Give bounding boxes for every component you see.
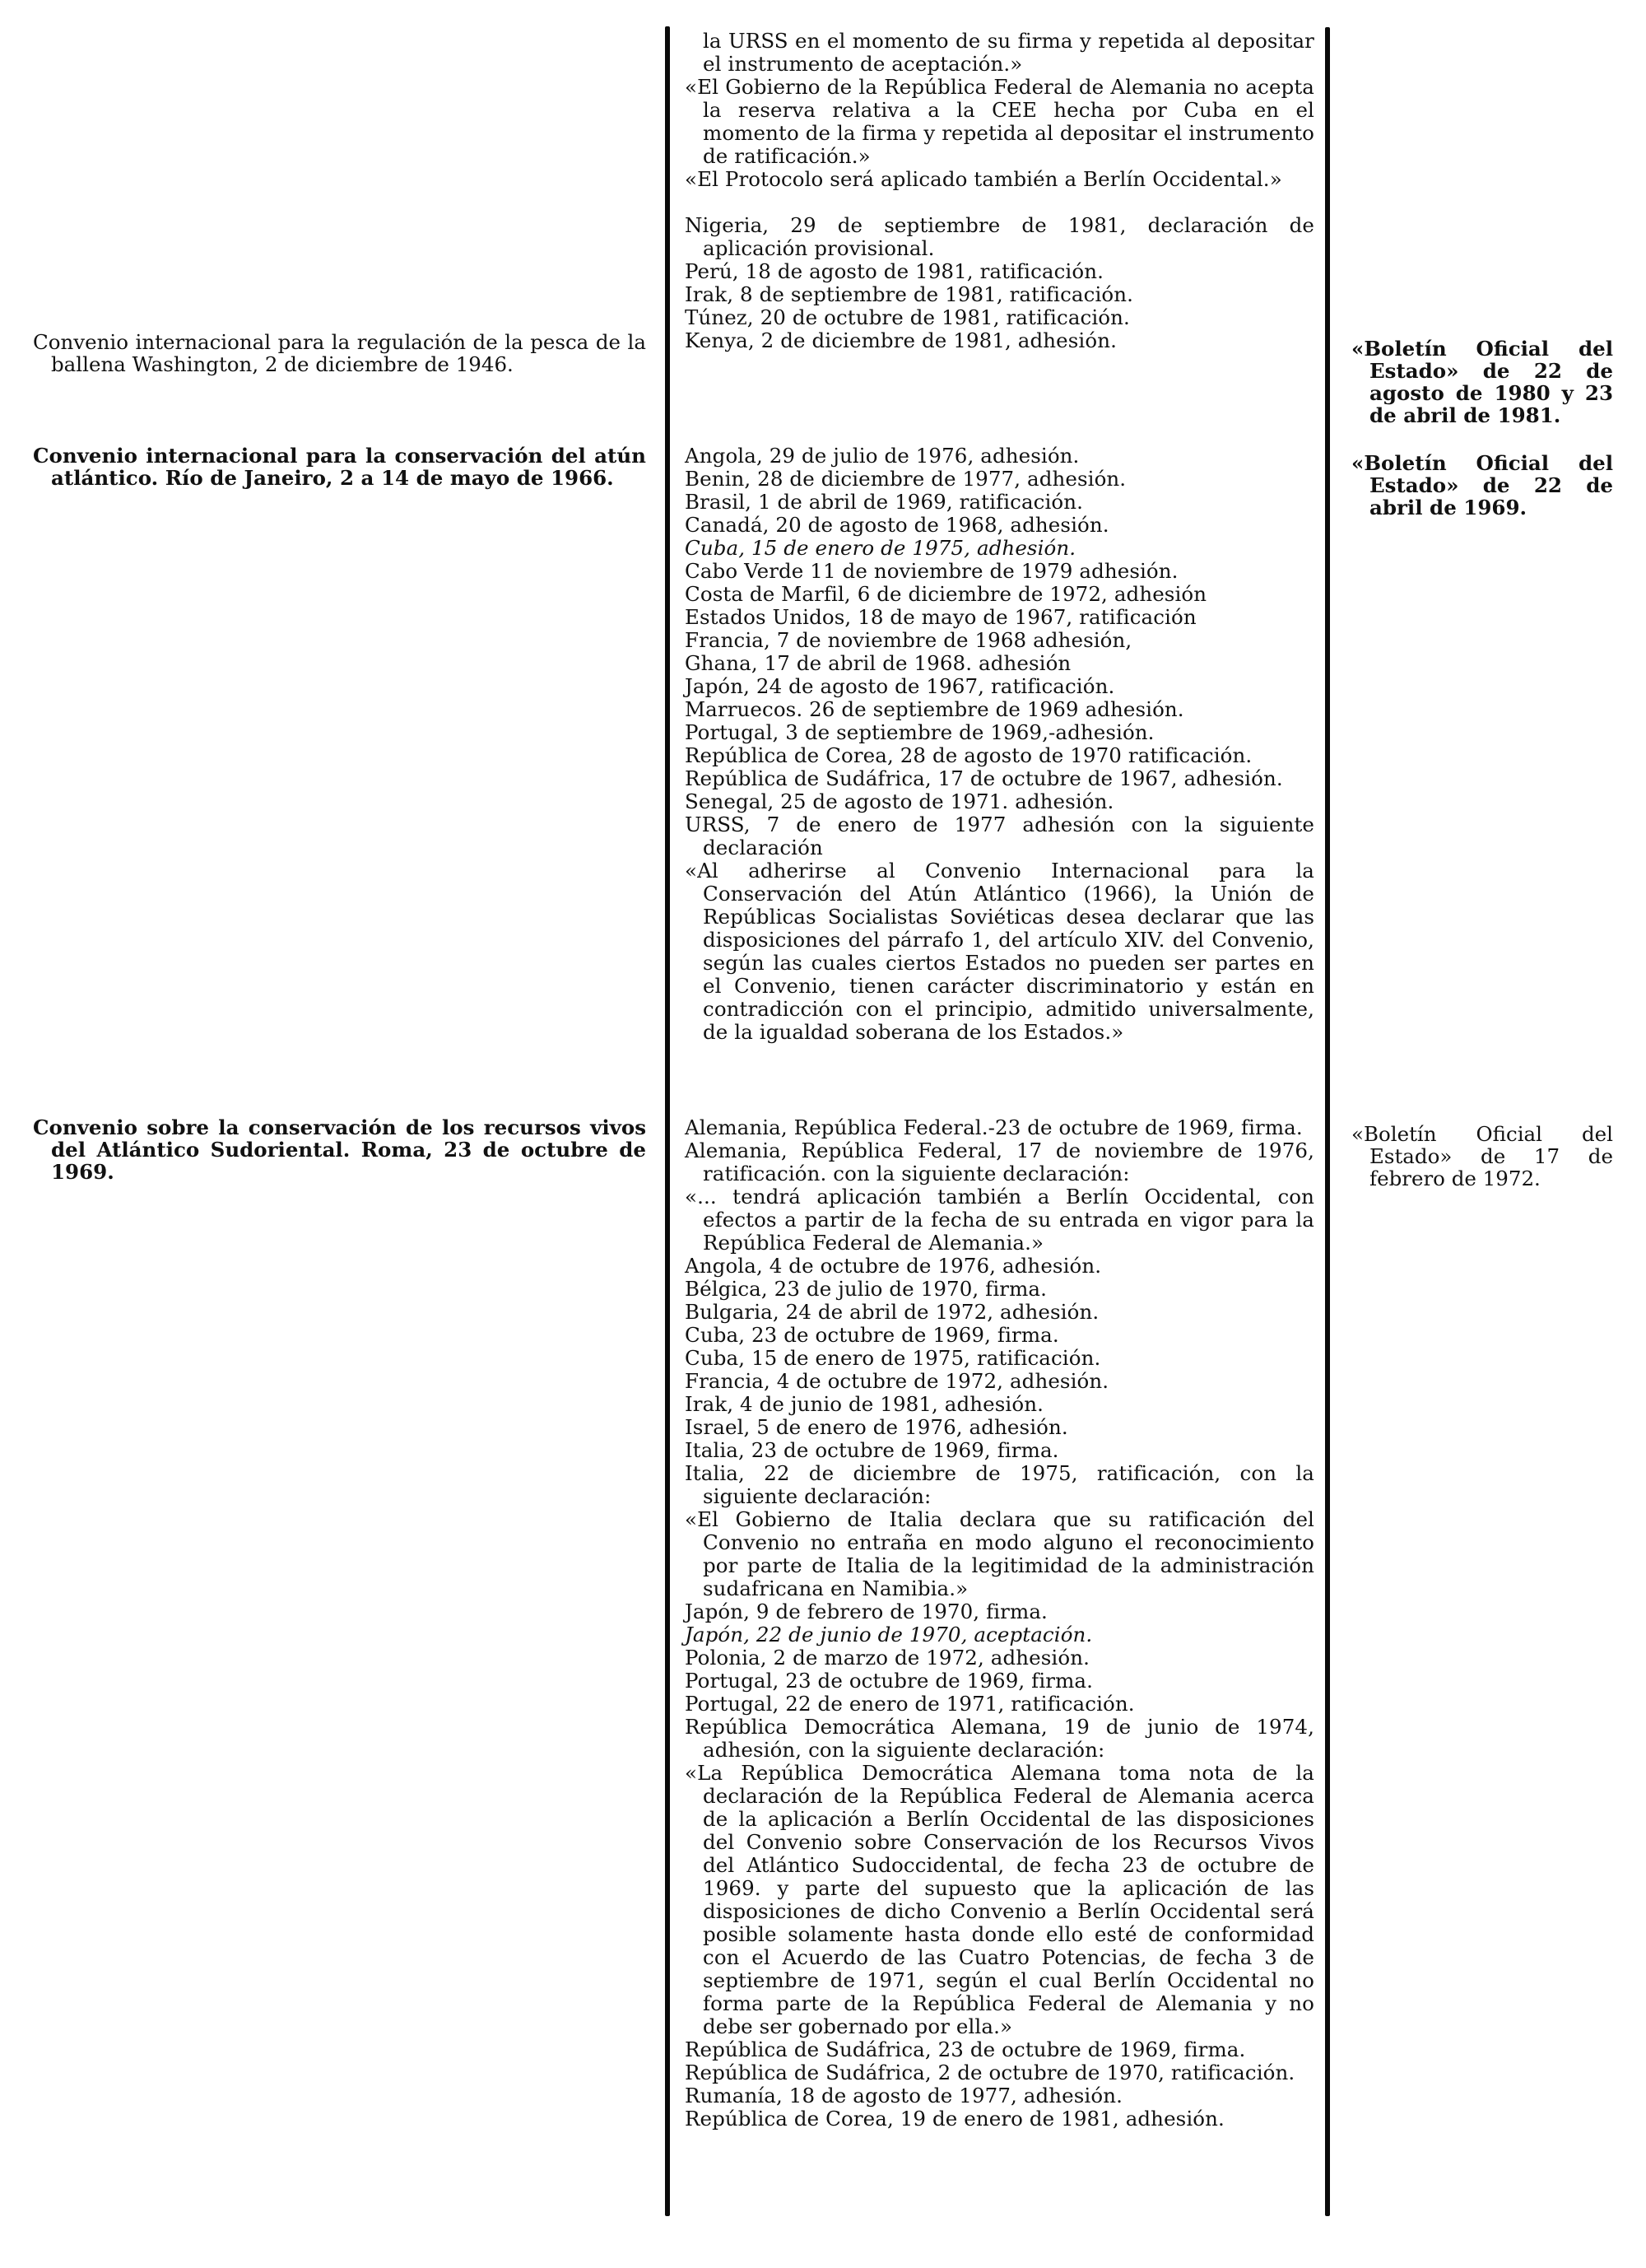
party-entry: Bélgica, 23 de julio de 1970, firma.: [685, 1277, 1048, 1301]
party-entry: Portugal, 23 de octubre de 1969, firma.: [685, 1669, 1094, 1693]
party-entry: Cuba, 15 de enero de 1975, ratificación.: [685, 1346, 1101, 1370]
convention-title-text: Convenio internacional para la conservación del atún atlántico. Río de Janeiro, 2 a 14 de mayo de 1966.: [33, 444, 646, 490]
declaration-quote: «El Protocolo será aplicado también a Berlín Occidental.»: [685, 167, 1282, 191]
declaration-quote: «La República Democrática Alemana toma nota de la declaración de la República Federal de Alemania acerca de la aplicación a Berlín Occidental de las disposiciones del Convenio sobre Conservación de los Recursos Vivos del Atlántico Sudoccidental, de fecha 23 de octubre de 1969. y parte del supuesto que la aplicación de las disposiciones de dicho Convenio a Berlín Occidental será posible solamente hasta donde ello esté de conformidad con el Acuerdo de las Cuatro Potencias, de fecha 3 de septiembre de 1971, según el cual Berlín Occidental no forma parte de la República Federal de Alemania y no debe ser gobernado por ella.»: [685, 1761, 1314, 2038]
party-entry: República Democrática Alemana, 19 de junio de 1974, adhesión, con la siguiente declaración:: [685, 1715, 1314, 1762]
party-entry: Japón, 24 de agosto de 1967, ratificación.: [685, 674, 1115, 698]
party-entry: Benin, 28 de diciembre de 1977, adhesión.: [685, 467, 1127, 491]
bulletin-text: «Boletín Oficial del Estado» de 22 de abril de 1969.: [1351, 451, 1613, 519]
column-rule-right: [1325, 27, 1330, 2216]
party-entry: Francia, 4 de octubre de 1972, adhesión.: [685, 1369, 1109, 1393]
party-entry: Angola, 4 de octubre de 1976, adhesión.: [685, 1254, 1102, 1278]
bulletin-reference: [1351, 1123, 1613, 1190]
continuation-text: la URSS en el momento de su firma y repetida al depositar el instrumento de aceptación.»: [703, 29, 1314, 76]
party-entry: Irak, 8 de septiembre de 1981, ratificación.: [685, 282, 1134, 306]
party-entry: Israel, 5 de enero de 1976, adhesión.: [685, 1415, 1068, 1439]
party-entry: Bulgaria, 24 de abril de 1972, adhesión.: [685, 1300, 1100, 1324]
party-entry: Kenya, 2 de diciembre de 1981, adhesión.: [685, 328, 1117, 352]
convention-title: [33, 445, 646, 489]
party-entry: República de Sudáfrica, 2 de octubre de 1970, ratificación.: [685, 2061, 1295, 2084]
section-sudoriental-parties: [685, 1116, 1314, 2131]
party-entry: Perú, 18 de agosto de 1981, ratificación.: [685, 259, 1104, 283]
party-entry: Nigeria, 29 de septiembre de 1981, declaración de aplicación provisional.: [685, 213, 1314, 260]
party-entry: Japón, 9 de febrero de 1970, firma.: [685, 1600, 1048, 1623]
bulletin-text: «Boletín Oficial del Estado» de 17 de febrero de 1972.: [1351, 1122, 1613, 1190]
party-entry: Brasil, 1 de abril de 1969, ratificación.: [685, 490, 1084, 514]
party-entry: Italia, 23 de octubre de 1969, firma.: [685, 1438, 1059, 1462]
party-entry: República de Corea, 28 de agosto de 1970 ratificación.: [685, 743, 1253, 767]
section-continuation: [685, 30, 1314, 352]
party-entry: Cuba, 23 de octubre de 1969, firma.: [685, 1323, 1059, 1347]
party-entry: Marruecos. 26 de septiembre de 1969 adhesión.: [685, 697, 1184, 721]
party-entry: Alemania, República Federal, 17 de noviembre de 1976, ratificación. con la siguiente declaración:: [685, 1139, 1314, 1185]
party-entry: Túnez, 20 de octubre de 1981, ratificación.: [685, 305, 1130, 329]
bulletin-text: «Boletín Oficial del Estado» de 22 de agosto de 1980 y 23 de abril de 1981.: [1351, 337, 1613, 427]
party-entry: República de Corea, 19 de enero de 1981, adhesión.: [685, 2107, 1225, 2131]
party-entry: Angola, 29 de julio de 1976, adhesión.: [685, 444, 1080, 468]
party-entry: Irak, 4 de junio de 1981, adhesión.: [685, 1392, 1044, 1416]
party-entry: Japón, 22 de junio de 1970, aceptación.: [685, 1623, 1093, 1646]
bulletin-reference: [1351, 338, 1613, 426]
convention-title: [33, 331, 646, 375]
party-entry: Cuba, 15 de enero de 1975, adhesión.: [685, 536, 1076, 560]
party-entry: República de Sudáfrica, 17 de octubre de 1967, adhesión.: [685, 766, 1283, 790]
column-rule-left: [665, 26, 670, 2216]
section-atun-parties: [685, 445, 1314, 1044]
convention-title: [33, 1116, 646, 1183]
party-entry: República de Sudáfrica, 23 de octubre de 1969, firma.: [685, 2037, 1246, 2061]
declaration-quote: «El Gobierno de la República Federal de Alemania no acepta la reserva relativa a la CEE hecha por Cuba en el momento de la firma y repetida al depositar el instrumento de ratificación.»: [685, 75, 1314, 168]
party-entry: Senegal, 25 de agosto de 1971. adhesión.: [685, 789, 1114, 813]
bulletin-reference: [1351, 452, 1613, 519]
spacer: [685, 191, 1314, 214]
party-entry: Estados Unidos, 18 de mayo de 1967, ratificación: [685, 605, 1197, 629]
convention-title-text: Convenio internacional para la regulación de la pesca de la ballena Washington, 2 de diciembre de 1946.: [33, 330, 646, 376]
party-entry: Rumanía, 18 de agosto de 1977, adhesión.: [685, 2084, 1123, 2107]
party-entry: Alemania, República Federal.-23 de octubre de 1969, firma.: [685, 1115, 1303, 1139]
party-entry: Portugal, 3 de septiembre de 1969,-adhesión.: [685, 720, 1155, 744]
party-entry: Cabo Verde 11 de noviembre de 1979 adhesión.: [685, 559, 1179, 583]
party-entry: Polonia, 2 de marzo de 1972, adhesión.: [685, 1646, 1090, 1670]
party-entry: URSS, 7 de enero de 1977 adhesión con la siguiente declaración: [685, 813, 1314, 859]
declaration-quote: «Al adherirse al Convenio Internacional para la Conservación del Atún Atlántico (1966), la Unión de Repúblicas Socialistas Soviéticas desea declarar que las disposiciones del párrafo 1, del artículo XIV. del Convenio, según las cuales ciertos Estados no pueden ser partes en el Convenio, tienen carácter discriminatorio y están en contradicción con el principio, admitido universalmente, de la igualdad soberana de los Estados.»: [685, 859, 1314, 1044]
party-entry: Portugal, 22 de enero de 1971, ratificación.: [685, 1692, 1135, 1716]
party-entry: Costa de Marfil, 6 de diciembre de 1972, adhesión: [685, 582, 1207, 606]
declaration-quote: «... tendrá aplicación también a Berlín Occidental, con efectos a partir de la fecha de su entrada en vigor para la República Federal de Alemania.»: [685, 1185, 1314, 1255]
convention-title-text: Convenio sobre la conservación de los recursos vivos del Atlántico Sudoriental. Roma, 23 de octubre de 1969.: [33, 1115, 646, 1184]
party-entry: Ghana, 17 de abril de 1968. adhesión: [685, 651, 1072, 675]
party-entry: Italia, 22 de diciembre de 1975, ratificación, con la siguiente declaración:: [685, 1461, 1314, 1508]
declaration-quote: «El Gobierno de Italia declara que su ratificación del Convenio no entraña en modo alguno el reconocimiento por parte de Italia de la legitimidad de la administración sudafricana en Namibia.»: [685, 1507, 1314, 1600]
party-entry: Canadá, 20 de agosto de 1968, adhesión.: [685, 513, 1109, 537]
party-entry: Francia, 7 de noviembre de 1968 adhesión,: [685, 628, 1132, 652]
